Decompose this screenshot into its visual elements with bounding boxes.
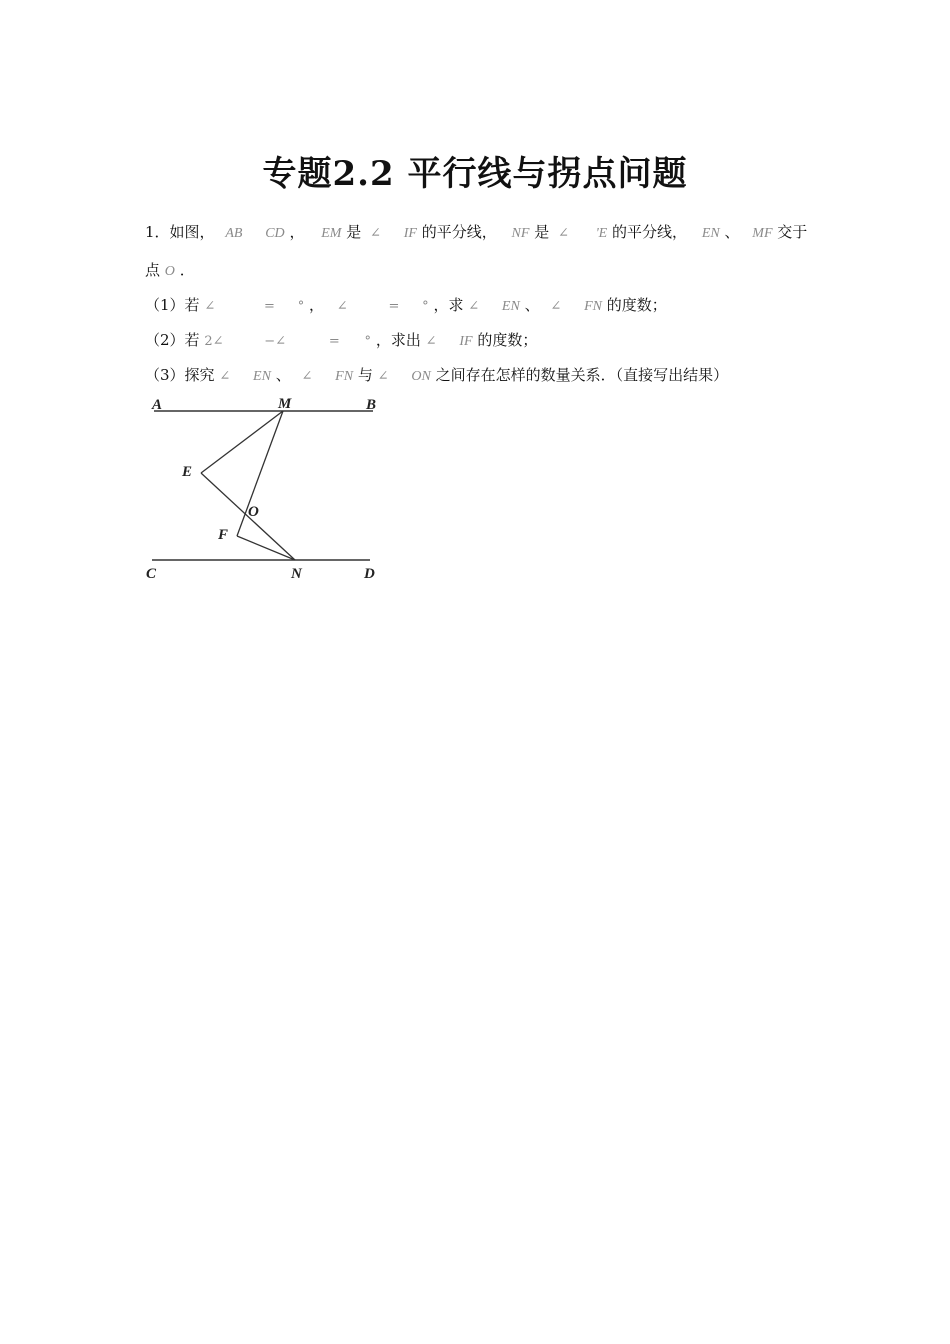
- math-em: EM: [321, 226, 342, 241]
- equals: =: [328, 334, 340, 349]
- math-mon: ON: [411, 369, 431, 384]
- angle-symbol: ∠: [425, 334, 437, 349]
- angle-symbol: ∠: [468, 299, 480, 314]
- q-text: 是: [346, 223, 362, 241]
- math-mfn: FN: [335, 369, 354, 384]
- angle-symbol: ∠: [550, 299, 562, 314]
- math-en: EN: [701, 226, 720, 241]
- equals: =: [264, 299, 275, 314]
- label-o: O: [248, 504, 259, 520]
- geometry-figure: [140, 392, 390, 587]
- q-text: （1）若: [145, 296, 200, 314]
- angle-symbol: ∠: [301, 369, 313, 384]
- page-title: 专题2.2 平行线与拐点问题: [262, 154, 688, 194]
- angle-symbol: ∠: [558, 226, 569, 241]
- question-part-3: [145, 365, 728, 387]
- question-line-1: [145, 222, 807, 244]
- math-mf: MF: [752, 226, 773, 241]
- question-line-2: [145, 260, 195, 282]
- q-text: 、: [275, 366, 291, 384]
- label-e: E: [182, 464, 193, 480]
- q-text: 、: [724, 223, 740, 241]
- q-text: 与: [357, 366, 373, 384]
- q-text: （2）若: [145, 331, 200, 349]
- label-b: B: [366, 397, 377, 413]
- angle-symbol: ∠: [377, 369, 389, 384]
- angle-symbol: ∠: [370, 226, 381, 241]
- math-mfn: FN: [584, 299, 602, 314]
- q-text: ，求: [433, 296, 464, 314]
- q-text: 的平分线，: [421, 223, 497, 241]
- segment-me: [201, 411, 283, 473]
- q-text: 的平分线，: [612, 223, 688, 241]
- q-text: 点: [145, 261, 161, 279]
- label-a: A: [152, 397, 163, 413]
- math-men: EN: [253, 369, 271, 384]
- question-part-1: [145, 295, 667, 317]
- math-men: EN: [501, 299, 520, 314]
- math-mf: IF: [459, 334, 473, 349]
- segment-fn: [237, 536, 295, 560]
- angle-symbol: ∠: [336, 299, 348, 314]
- q-text: 是: [534, 223, 550, 241]
- math-ab: AB: [225, 226, 243, 241]
- question-part-2: [145, 330, 537, 352]
- q-text: 的度数；: [477, 331, 538, 349]
- math-nf: NF: [511, 226, 530, 241]
- q-text: 1．如图，: [145, 223, 215, 241]
- angle-symbol: ∠: [204, 299, 216, 314]
- q-text: 、: [524, 296, 540, 314]
- angle-expr: 2∠: [204, 334, 224, 349]
- q-text: 的度数；: [606, 296, 667, 314]
- label-d: D: [364, 566, 375, 582]
- q-text: ，: [308, 296, 324, 314]
- label-n: N: [291, 566, 302, 582]
- degree: °: [364, 334, 372, 349]
- q-text: （3）探究: [145, 366, 215, 384]
- label-c: C: [146, 566, 157, 582]
- q-text: ，: [289, 223, 305, 241]
- q-text: 交于: [777, 223, 808, 241]
- equals: =: [388, 299, 400, 314]
- math-cd: CD: [265, 226, 285, 241]
- q-text: 之间存在怎样的数量关系．（直接写出结果）: [435, 366, 729, 384]
- q-text: ．: [179, 261, 195, 279]
- degree: °: [422, 299, 429, 314]
- angle-symbol: ∠: [219, 369, 231, 384]
- angle-expr: −∠: [264, 334, 287, 349]
- segment-mf: [237, 411, 283, 536]
- math-o: O: [164, 264, 175, 279]
- q-text: ，求出: [375, 331, 421, 349]
- math-mf: IF: [403, 226, 417, 241]
- math-ne: 'E: [595, 226, 608, 241]
- label-m: M: [278, 396, 292, 412]
- degree: °: [297, 299, 305, 314]
- label-f: F: [218, 527, 229, 543]
